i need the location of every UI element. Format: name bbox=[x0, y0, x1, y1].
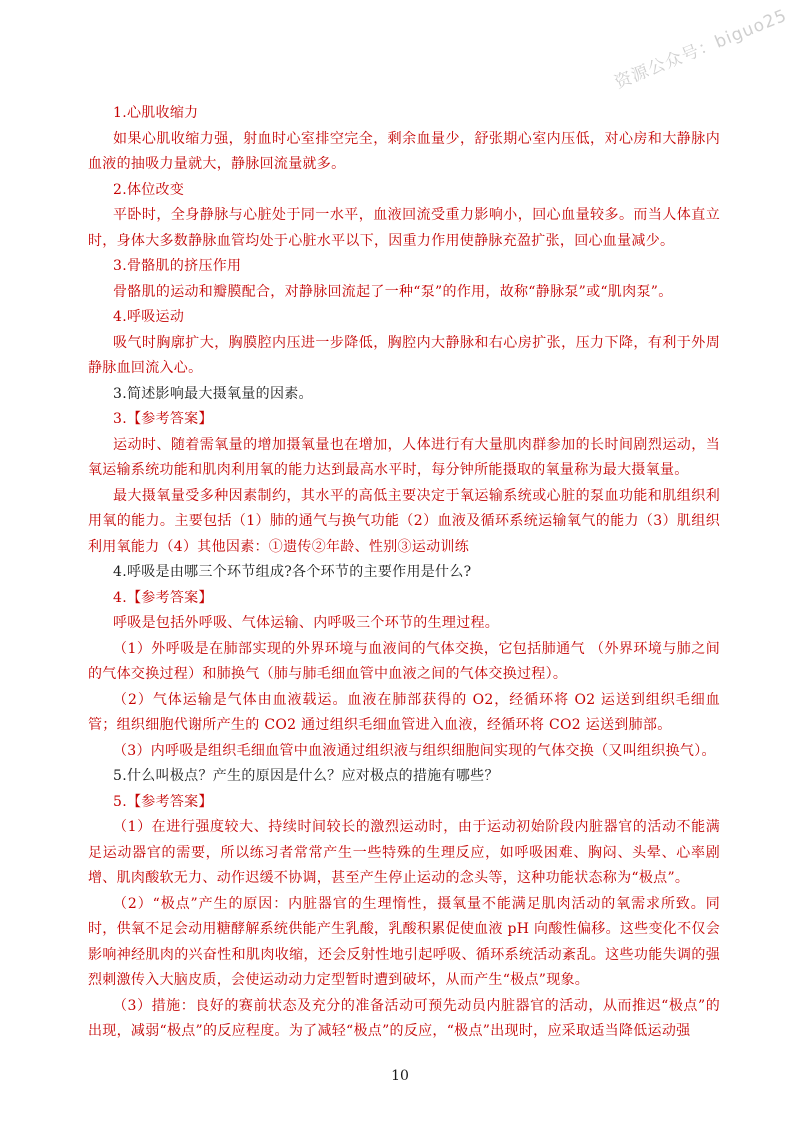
page-number: 10 bbox=[391, 1068, 409, 1084]
paragraph: （3）措施：良好的赛前状态及充分的准备活动可预先动员内脏器官的活动，从而推迟“极点”的出现，减弱“极点”的反应程度。为了减轻“极点”的反应，“极点”出现时，应采取适当降低运动强 bbox=[88, 997, 720, 1039]
paragraph: （1）外呼吸是在肺部实现的外界环境与血液间的气体交换，它包括肺通气 （外界环境与肺之间的气体交换过程）和肺换气（肺与肺毛细血管中血液之间的气体交换过程）。 bbox=[88, 640, 720, 682]
paragraph: 5.【参考答案】 bbox=[113, 793, 213, 810]
paragraph: 如果心肌收缩力强，射血时心室排空完全，剩余血量少，舒张期心室内压低，对心房和大静脉内血液的抽吸力量就大，静脉回流量就多。 bbox=[88, 130, 720, 172]
document-body bbox=[88, 101, 720, 1045]
paragraph: 4.呼吸运动 bbox=[113, 309, 185, 325]
watermark-text: 资源公众号：biguo25 bbox=[611, 5, 791, 94]
paragraph: 5.什么叫极点？产生的原因是什么？应对极点的措施有哪些？ bbox=[113, 768, 499, 784]
paragraph: 运动时、随着需氧量的增加摄氧量也在增加，人体进行有大量肌肉群参加的长时间剧烈运动，当氧运输系统功能和肌肉利用氧的能力达到最高水平时，每分钟所能摄取的氧量称为最大摄氧量。 bbox=[88, 436, 720, 478]
paragraph: （2）气体运输是气体由血液载运。血液在肺部获得的 O2，经循环将 O2 运送到组织毛细血管；组织细胞代谢所产生的 CO2 通过组织毛细血管进入血液，经循环将 CO2 运送到肺部。 bbox=[88, 691, 720, 733]
paragraph: 4.【参考答案】 bbox=[113, 589, 213, 606]
paragraph: 呼吸是包括外呼吸、气体运输、内呼吸三个环节的生理过程。 bbox=[113, 615, 500, 631]
paragraph: 吸气时胸廓扩大，胸膜腔内压进一步降低，胸腔内大静脉和右心房扩张，压力下降，有利于外周静脉血回流入心。 bbox=[88, 334, 720, 376]
paragraph: （3）内呼吸是组织毛细血管中血液通过组织液与组织细胞间实现的气体交换（又叫组织换气）。 bbox=[113, 742, 716, 759]
paragraph: （2）“极点”产生的原因：内脏器官的生理惰性，摄氧量不能满足肌肉活动的氧需求所致。同时，供氧不足会动用糖酵解系统供能产生乳酸，乳酸积累促使血液 pH 向酸性偏移。这些变化不仅会影响神经肌肉的兴奋性和肌肉收缩，还会反射性地引起呼吸、循环系统活动紊乱。这些功能失调的强烈刺激传入大脑皮质，会使运动动力定型暂时遭到破坏，从而产生“极点”现象。 bbox=[88, 895, 720, 988]
paragraph: 3.骨骼肌的挤压作用 bbox=[113, 258, 242, 274]
paragraph: （1）在进行强度较大、持续时间较长的激烈运动时，由于运动初始阶段内脏器官的活动不能满足运动器官的需要，所以练习者常常产生一些特殊的生理反应，如呼吸困难、胸闷、头晕、心率剧增、肌肉酸软无力、动作迟缓不协调，甚至产生停止运动的念头等，这种功能状态称为“极点”。 bbox=[88, 819, 720, 886]
paragraph: 4.呼吸是由哪三个环节组成?各个环节的主要作用是什么? bbox=[113, 564, 472, 580]
paragraph: 平卧时，全身静脉与心脏处于同一水平，血液回流受重力影响小，回心血量较多。而当人体直立时，身体大多数静脉血管均处于心脏水平以下，因重力作用使静脉充盈扩张，回心血量减少。 bbox=[88, 207, 720, 249]
paragraph: 2.体位改变 bbox=[113, 181, 185, 198]
paragraph: 最大摄氧量受多种因素制约，其水平的高低主要决定于氧运输系统或心脏的泵血功能和肌组织利用氧的能力。主要包括（1）肺的通气与换气功能（2）血液及循环系统运输氧气的能力（3）肌组织利用氧能力（4）其他因素：①遗传②年龄、性别③运动训练 bbox=[88, 487, 720, 555]
paragraph: 3.【参考答案】 bbox=[113, 411, 213, 427]
paragraph: 1.心肌收缩力 bbox=[113, 105, 199, 121]
paragraph: 3.简述影响最大摄氧量的因素。 bbox=[113, 385, 313, 402]
paragraph: 骨骼肌的运动和瓣膜配合，对静脉回流起了一种“泵”的作用，故称“静脉泵”或“肌肉泵”。 bbox=[113, 283, 673, 300]
